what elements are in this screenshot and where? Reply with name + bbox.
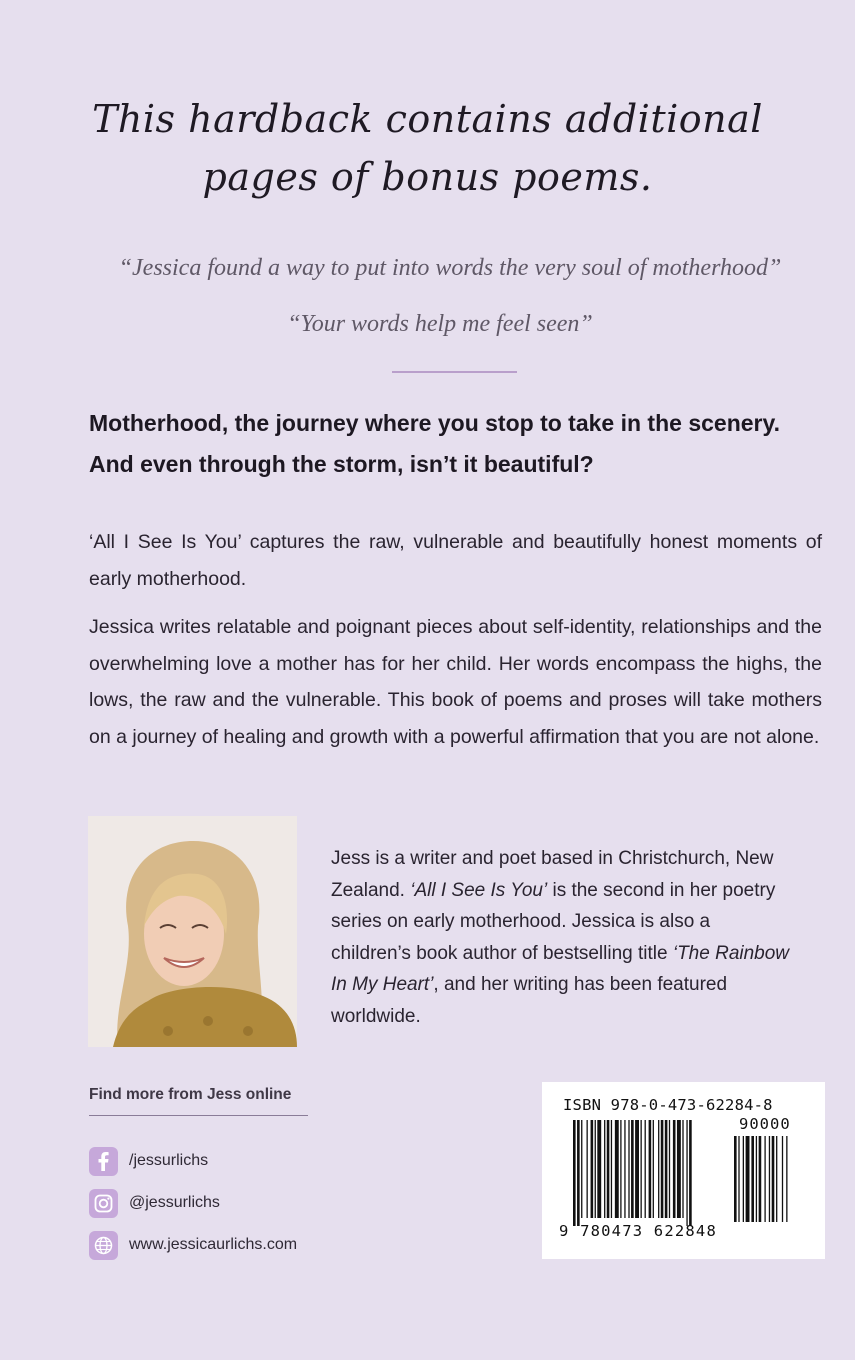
- barcode-bar: [607, 1120, 610, 1218]
- bio-text-3: , and her writing has been featured worldwide.: [331, 974, 728, 1027]
- addon-bar: [776, 1136, 777, 1222]
- website-link[interactable]: [89, 1230, 297, 1260]
- description-paragraph-1: ‘All I See Is You’ captures the raw, vulnerable and beautifully honest moments of early motherhood.: [89, 531, 822, 590]
- barcode-bar: [677, 1120, 681, 1218]
- price-addon-code: 90000: [739, 1115, 791, 1133]
- author-photo: [88, 816, 297, 1047]
- barcode-bar: [577, 1120, 580, 1226]
- barcode-bar: [686, 1120, 687, 1226]
- addon-bar: [786, 1136, 787, 1222]
- barcode-bar: [653, 1120, 654, 1218]
- online-heading: Find more from Jess online: [89, 1086, 292, 1103]
- addon-bar: [759, 1136, 762, 1222]
- addon-bar: [772, 1136, 775, 1222]
- barcode-bar: [673, 1120, 676, 1218]
- headline-line-1: Motherhood, the journey where you stop to take in the scenery.: [89, 410, 780, 436]
- review-quote-1: “Jessica found a way to put into words the very soul of motherhood”: [118, 255, 782, 281]
- barcode-bar: [631, 1120, 634, 1218]
- isbn-label: ISBN 978-0-473-62284-8: [563, 1096, 773, 1114]
- barcode-bar: [645, 1120, 646, 1218]
- barcode-bar: [641, 1120, 642, 1218]
- instagram-icon: [89, 1189, 118, 1218]
- barcode-bar: [628, 1120, 629, 1218]
- facebook-link[interactable]: [89, 1146, 208, 1176]
- website-url: www.jessicaurlichs.com: [129, 1236, 298, 1253]
- barcode-bar: [595, 1120, 596, 1218]
- bio-book-title-1: ‘All I See Is You’: [410, 879, 548, 901]
- tagline-line-1: This hardback contains additional: [92, 97, 763, 141]
- addon-bar: [756, 1136, 757, 1222]
- barcode-bar: [658, 1120, 659, 1218]
- tagline-line-2: pages of bonus poems.: [202, 155, 653, 199]
- isbn-barcode: [542, 1082, 825, 1259]
- barcode-bar: [661, 1120, 664, 1218]
- instagram-handle: @jessurlichs: [129, 1194, 220, 1211]
- bio-book-title-2: ‘The Rainbow In My Heart’: [331, 942, 790, 995]
- barcode-bar: [649, 1120, 652, 1218]
- barcode-bar: [669, 1120, 670, 1218]
- barcode-bar: [597, 1120, 601, 1218]
- ean-digits: 9 780473 622848: [559, 1222, 717, 1240]
- barcode-bar: [624, 1120, 625, 1218]
- bonus-poems-tagline: [0, 90, 855, 206]
- addon-bar: [751, 1136, 754, 1222]
- divider: [392, 371, 517, 373]
- facebook-handle: /jessurlichs: [129, 1152, 209, 1169]
- barcode-bar: [591, 1120, 594, 1218]
- instagram-link[interactable]: [89, 1188, 220, 1218]
- barcode-bar: [620, 1120, 621, 1218]
- barcode-bar: [573, 1120, 576, 1226]
- bio-text-2: is the second in her poetry series on early motherhood. Jessica is also a children’s book author of bestselling title: [331, 879, 776, 964]
- bio-text-1: Jess is a writer and poet based in Christchurch, New Zealand.: [331, 848, 774, 901]
- headline-line-2: And even through the storm, isn’t it beautiful?: [89, 451, 594, 477]
- barcode-bar: [682, 1120, 683, 1218]
- description-paragraph-2: Jessica writes relatable and poignant pieces about self-identity, relationships and the overwhelming love a mother has for her child. Her words encompass the highs, the lows, the raw and the vulnerable. This book of poems and proses will take mothers on a journey of healing and growth with a powerful affirmation that you are not alone.: [89, 616, 822, 748]
- addon-bar: [769, 1136, 770, 1222]
- addon-bar: [738, 1136, 739, 1222]
- addon-bar: [746, 1136, 750, 1222]
- review-quote-2: “Your words help me feel seen”: [287, 311, 593, 337]
- barcode-bar: [611, 1120, 612, 1218]
- barcode-bar: [635, 1120, 639, 1218]
- barcode-bar: [604, 1120, 605, 1218]
- barcode-bar: [615, 1120, 619, 1218]
- online-heading-underline: [89, 1115, 308, 1116]
- globe-icon: [89, 1231, 118, 1260]
- addon-bar: [764, 1136, 765, 1222]
- facebook-icon: [89, 1147, 118, 1176]
- barcode-bar: [689, 1120, 692, 1226]
- author-bio: [331, 843, 791, 1032]
- addon-bar: [782, 1136, 783, 1222]
- barcode-bar: [587, 1120, 588, 1218]
- addon-bar: [743, 1136, 744, 1222]
- barcode-bar: [581, 1120, 582, 1218]
- barcode-bar: [665, 1120, 668, 1218]
- addon-bar: [734, 1136, 737, 1222]
- headline: [89, 403, 829, 485]
